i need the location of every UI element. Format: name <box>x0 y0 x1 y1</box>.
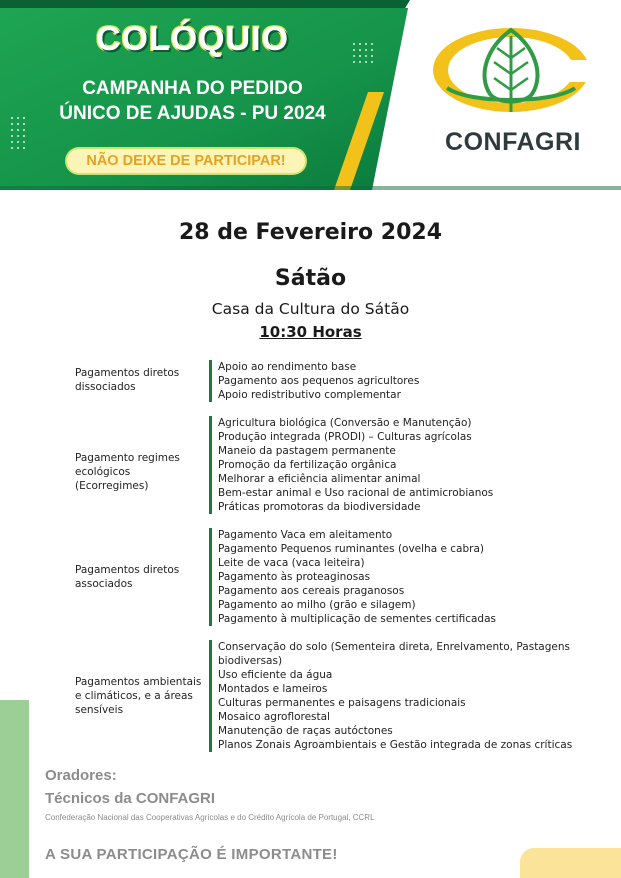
decorative-corner <box>520 848 621 878</box>
event-date: 28 de Fevereiro 2024 <box>178 220 443 245</box>
list-item: Pagamento Pequenos ruminantes (ovelha e cabra) <box>218 543 485 555</box>
list-item: Melhorar a eficiência alimentar animal <box>218 473 421 485</box>
topic-label: Pagamentos diretos dissociados <box>75 367 180 393</box>
banner-title: COLÓQUIO <box>95 20 290 58</box>
event-time: 10:30 Horas <box>259 323 362 341</box>
list-item: Apoio ao rendimento base <box>218 361 357 373</box>
banner-subtitle-line1: CAMPANHA DO PEDIDO <box>82 78 303 99</box>
organization-name: Confederação Nacional das Cooperativas Agrícolas e do Crédito Agrícola de Portugal, CCRL <box>45 813 375 822</box>
list-item: Planos Zonais Agroambientais e Gestão integrada de zonas críticas <box>218 739 573 751</box>
event-banner <box>0 0 621 190</box>
event-venue: Casa da Cultura do Sátão <box>211 300 410 318</box>
list-item: Agricultura biológica (Conversão e Manutenção) <box>218 417 472 429</box>
list-item: Culturas permanentes e paisagens tradicionais <box>218 697 466 709</box>
list-item: Mosaico agroflorestal <box>218 711 330 723</box>
list-item: Apoio redistributivo complementar <box>218 389 401 401</box>
decorative-strip <box>0 700 29 878</box>
event-city: Sátão <box>274 266 347 291</box>
list-item: Pagamento Vaca em aleitamento <box>218 529 393 541</box>
list-item: Pagamento à multiplicação de sementes certificadas <box>218 613 496 625</box>
list-item: Conservação do solo (Sementeira direta, Enrelvamento, Pastagens biodiversas) <box>218 641 570 667</box>
confagri-logo-icon <box>433 28 600 112</box>
topic-items <box>209 360 570 402</box>
list-item: Pagamento às proteaginosas <box>218 571 371 583</box>
speakers-name: Técnicos da CONFAGRI <box>45 790 216 807</box>
banner-subtitle-line2: ÚNICO DE AJUDAS - PU 2024 <box>59 103 326 124</box>
list-item: Maneio da pastagem permanente <box>218 445 396 457</box>
list-item: Produção integrada (PRODI) – Culturas agrícolas <box>218 431 472 443</box>
list-item: Montados e lameiros <box>218 683 328 695</box>
topic-items <box>209 640 573 752</box>
speakers-heading: Oradores: <box>45 767 117 784</box>
topic-items <box>209 528 570 626</box>
list-item: Promoção da fertilização orgânica <box>218 459 397 471</box>
topic-label: Pagamento regimes ecológicos (Ecorregimes) <box>75 452 180 492</box>
list-item: Pagamento aos pequenos agricultores <box>218 375 420 387</box>
participation-message: A SUA PARTICIPAÇÃO É IMPORTANTE! <box>45 846 338 863</box>
list-item: Práticas promotoras da biodiversidade <box>218 501 421 513</box>
topic-label: Pagamentos ambientais e climáticos, e a áreas sensíveis <box>75 676 202 716</box>
participate-badge: NÃO DEIXE DE PARTICIPAR! <box>67 149 305 173</box>
list-item: Uso eficiente da água <box>218 669 333 681</box>
list-item: Leite de vaca (vaca leiteira) <box>218 557 365 569</box>
topic-label: Pagamentos diretos associados <box>75 564 180 590</box>
list-item: Pagamento aos cereais praganosos <box>218 585 405 597</box>
list-item: Bem-estar animal e Uso racional de antimicrobianos <box>218 487 494 499</box>
confagri-logo-text: CONFAGRI <box>445 128 581 156</box>
topic-items <box>209 416 570 514</box>
list-item: Manutenção de raças autóctones <box>218 725 393 737</box>
list-item: Pagamento ao milho (grão e silagem) <box>218 599 416 611</box>
